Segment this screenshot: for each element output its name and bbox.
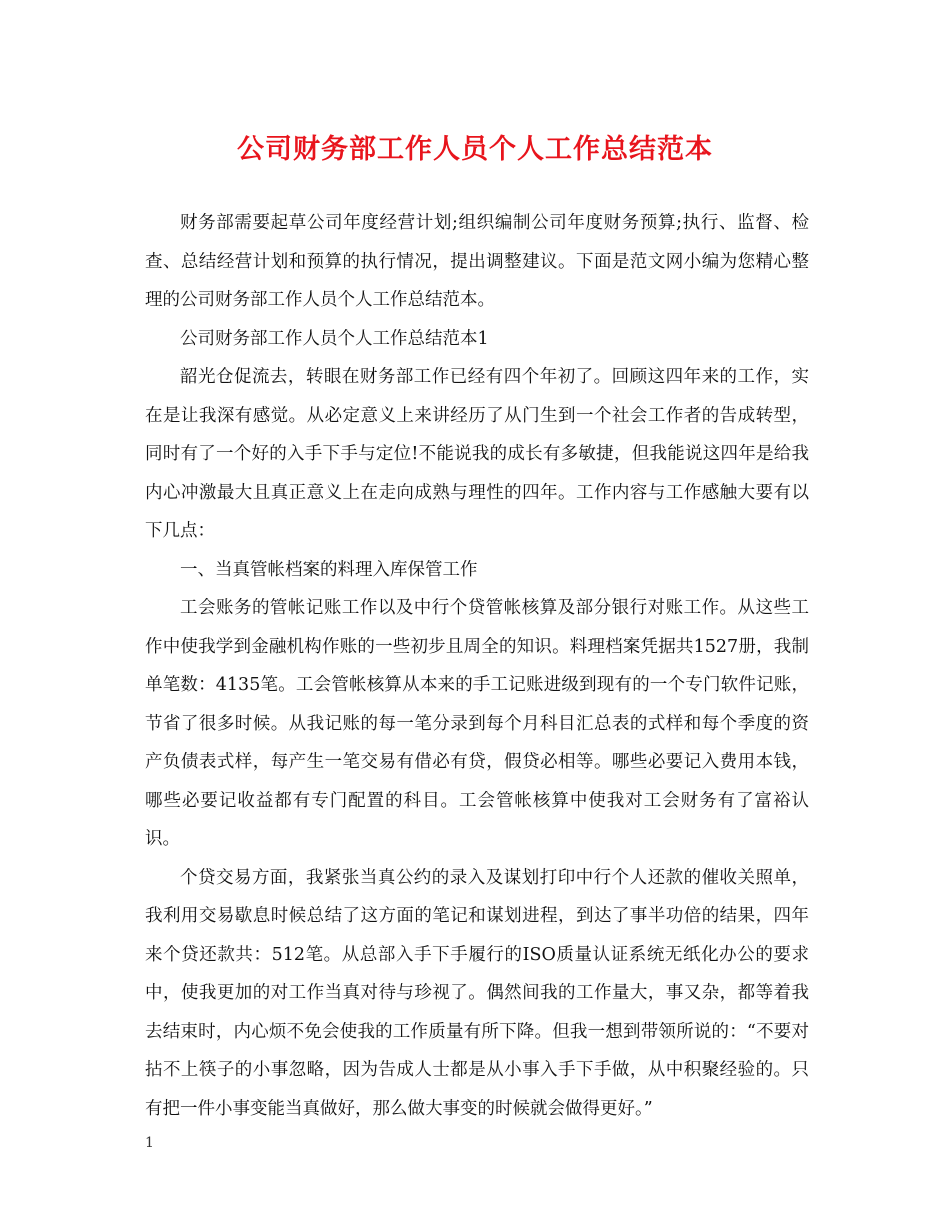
document-body: [145, 204, 809, 1128]
page-number: 1: [145, 1135, 154, 1151]
body-paragraph: 工会账务的管帐记账工作以及中行个贷管帐核算及部分银行对账工作。从这些工作中使我学到金融机构作账的一些初步且周全的知识。料理档案凭据共1527册，我制单笔数：4135笔。工会管帐核算从本来的手工记账进级到现有的一个专门软件记账，节省了很多时候。从我记账的每一笔分录到每个月科目汇总表的式样和每个季度的资产负债表式样，每产生一笔交易有借必有贷，假贷必相等。哪些必要记入费用本钱，哪些必要记收益都有专门配置的科目。工会管帐核算中使我对工会财务有了富裕认识。: [145, 598, 809, 849]
intro-paragraph: 财务部需要起草公司年度经营计划;组织编制公司年度财务预算;执行、监督、检查、总结经营计划和预算的执行情况，提出调整建议。下面是范文网小编为您精心整理的公司财务部工作人员个人工作总结范本。: [145, 213, 809, 310]
body-paragraph: 韶光仓促流去，转眼在财务部工作已经有四个年初了。回顾这四年来的工作，实在是让我深有感觉。从必定意义上来讲经历了从门生到一个社会工作者的告成转型，同时有了一个好的入手下手与定位!不能说我的成长有多敏捷，但我能说这四年是给我内心冲激最大且真正意义上在走向成熟与理性的四年。工作内容与工作感触大要有以下几点：: [145, 367, 809, 541]
body-paragraph: 个贷交易方面，我紧张当真公约的录入及谋划打印中行个人还款的催收关照单，我利用交易歇息时候总结了这方面的笔记和谋划进程，到达了事半功倍的结果，四年来个贷还款共：512笔。从总部入手下手履行的ISO质量认证系统无纸化办公的要求中，使我更加的对工作当真对待与珍视了。偶然间我的工作量大，事又杂，都等着我去结束时，内心烦不免会使我的工作质量有所下降。但我一想到带领所说的：“不要对拈不上筷子的小事忽略，因为告成人士都是从小事入手下手做，从中积聚经验的。只有把一件小事变能当真做好，那么做大事变的时候就会做得更好。”: [145, 867, 809, 1119]
subsection-heading: 一、当真管帐档案的料理入库保管工作: [180, 559, 478, 580]
page-title: 公司财务部工作人员个人工作总结范本: [237, 134, 713, 165]
section-heading: 公司财务部工作人员个人工作总结范本1: [180, 328, 489, 349]
